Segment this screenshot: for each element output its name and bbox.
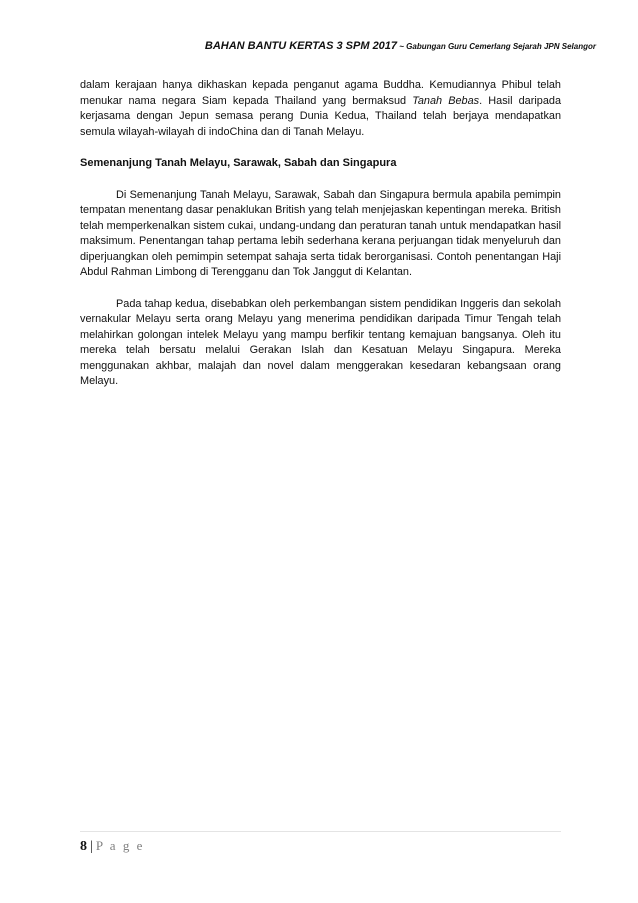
header-title: BAHAN BANTU KERTAS 3 SPM 2017: [204, 40, 398, 52]
page-content: [80, 78, 561, 390]
intro-text-end: . Hasil daripada kerjasama dengan Jepun semasa perang Dunia Kedua, Thailand telah berjaya mendapatkan semula wilayah-wilayah di indoChina dan di Tanah Melayu.: [80, 94, 562, 138]
body-paragraph-2: Pada tahap kedua, disebabkan oleh perkembangan sistem pendidikan Inggeris dan sekolah vernakular Melayu serta orang Melayu yang menerima pendidikan daripada Timur Tengah telah melahirkan golongan intelek Melayu yang mampu berfikir tentang kemajuan bangsanya. Oleh itu mereka telah bersatu melalui Gerakan Islah dan Kesatuan Melayu Singapura. Mereka menggunakan akhbar, malajah dan novel dalam menggerakan kesedaran kebangsaan orang Melayu.: [80, 297, 561, 387]
intro-italic-term: Tanah Bebas: [412, 94, 480, 107]
page-label: P a g e: [95, 838, 145, 853]
intro-paragraph: [80, 78, 561, 140]
header-subtitle: ~ Gabungan Guru Cemerlang Sejarah JPN Selangor: [397, 42, 596, 51]
footer-separator: |: [90, 839, 93, 854]
body-paragraph-1: Di Semenanjung Tanah Melayu, Sarawak, Sabah dan Singapura bermula apabila pemimpin tempatan menentang dasar penaklukan British yang telah menjejaskan kepentingan mereka. British telah memperkenalkan sistem cukai, undang-undang dan peraturan tanah untuk mendapatkan hasil maksimum. Penentangan tahap pertama lebih sederhana kerana perjuangan tidak menyeluruh dan diperjuangkan oleh pemimpin setempat sahaja serta tidak berorganisasi. Contoh penentangan Haji Abdul Rahman Limbong di Terengganu dan Tok Janggut di Kelantan.: [80, 188, 561, 278]
intro-text-start: dalam kerajaan hanya dikhaskan kepada penganut agama Buddha. Kemudiannya Phibul telah menukar nama negara Siam kepada Thailand yang bermaksud: [80, 79, 561, 107]
section-heading: Semenanjung Tanah Melayu, Sarawak, Sabah dan Singapura: [80, 157, 397, 169]
page-footer: [80, 831, 561, 855]
page-number: 8: [80, 839, 87, 854]
running-header: [60, 36, 596, 54]
